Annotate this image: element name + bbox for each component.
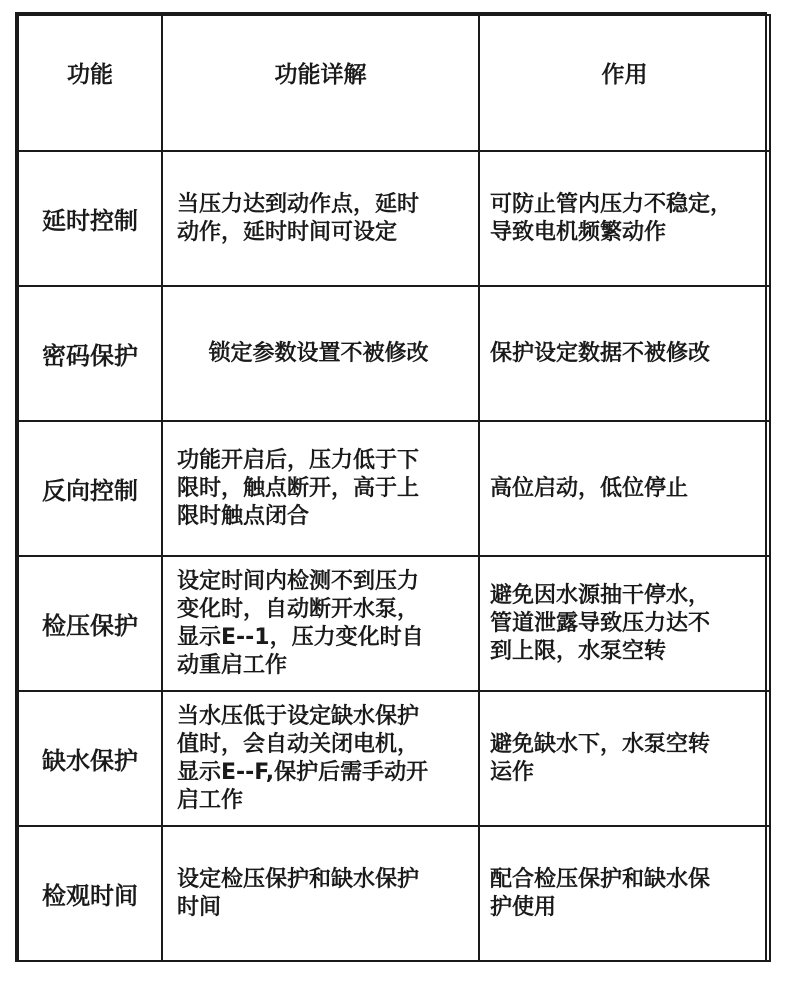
table-row	[18, 691, 770, 826]
table-header-row	[18, 15, 770, 151]
cell-effect: 可防止管内压力不稳定， 导致电机频繁动作	[479, 151, 770, 286]
table-row	[18, 826, 770, 961]
cell-detail: 设定时间内检测不到压力 变化时，自动断开水泵， 显示E--1，压力变化时自 动重启工作	[162, 556, 479, 691]
cell-function: 检观时间	[18, 826, 162, 961]
cell-effect: 避免因水源抽干停水， 管道泄露导致压力达不 到上限，水泵空转	[479, 556, 770, 691]
header-detail: 功能详解	[162, 15, 479, 151]
cell-function: 密码保护	[18, 286, 162, 421]
header-function: 功能	[18, 15, 162, 151]
cell-effect: 高位启动，低位停止	[479, 421, 770, 556]
table-row	[18, 286, 770, 421]
cell-function: 检压保护	[18, 556, 162, 691]
cell-effect: 避免缺水下，水泵空转 运作	[479, 691, 770, 826]
cell-function: 缺水保护	[18, 691, 162, 826]
table-row	[18, 556, 770, 691]
header-effect: 作用	[479, 15, 770, 151]
function-table-wrapper	[15, 12, 767, 962]
cell-function: 反向控制	[18, 421, 162, 556]
cell-effect: 保护设定数据不被修改	[479, 286, 770, 421]
cell-detail: 当水压低于设定缺水保护 值时，会自动关闭电机， 显示E--F,保护后需手动开 启工作	[162, 691, 479, 826]
table-row	[18, 151, 770, 286]
cell-function: 延时控制	[18, 151, 162, 286]
cell-effect: 配合检压保护和缺水保 护使用	[479, 826, 770, 961]
cell-detail: 功能开启后，压力低于下 限时，触点断开，高于上 限时触点闭合	[162, 421, 479, 556]
cell-detail: 当压力达到动作点，延时 动作，延时时间可设定	[162, 151, 479, 286]
function-table	[17, 14, 771, 962]
cell-detail: 锁定参数设置不被修改	[162, 286, 479, 421]
cell-detail: 设定检压保护和缺水保护 时间	[162, 826, 479, 961]
table-row	[18, 421, 770, 556]
